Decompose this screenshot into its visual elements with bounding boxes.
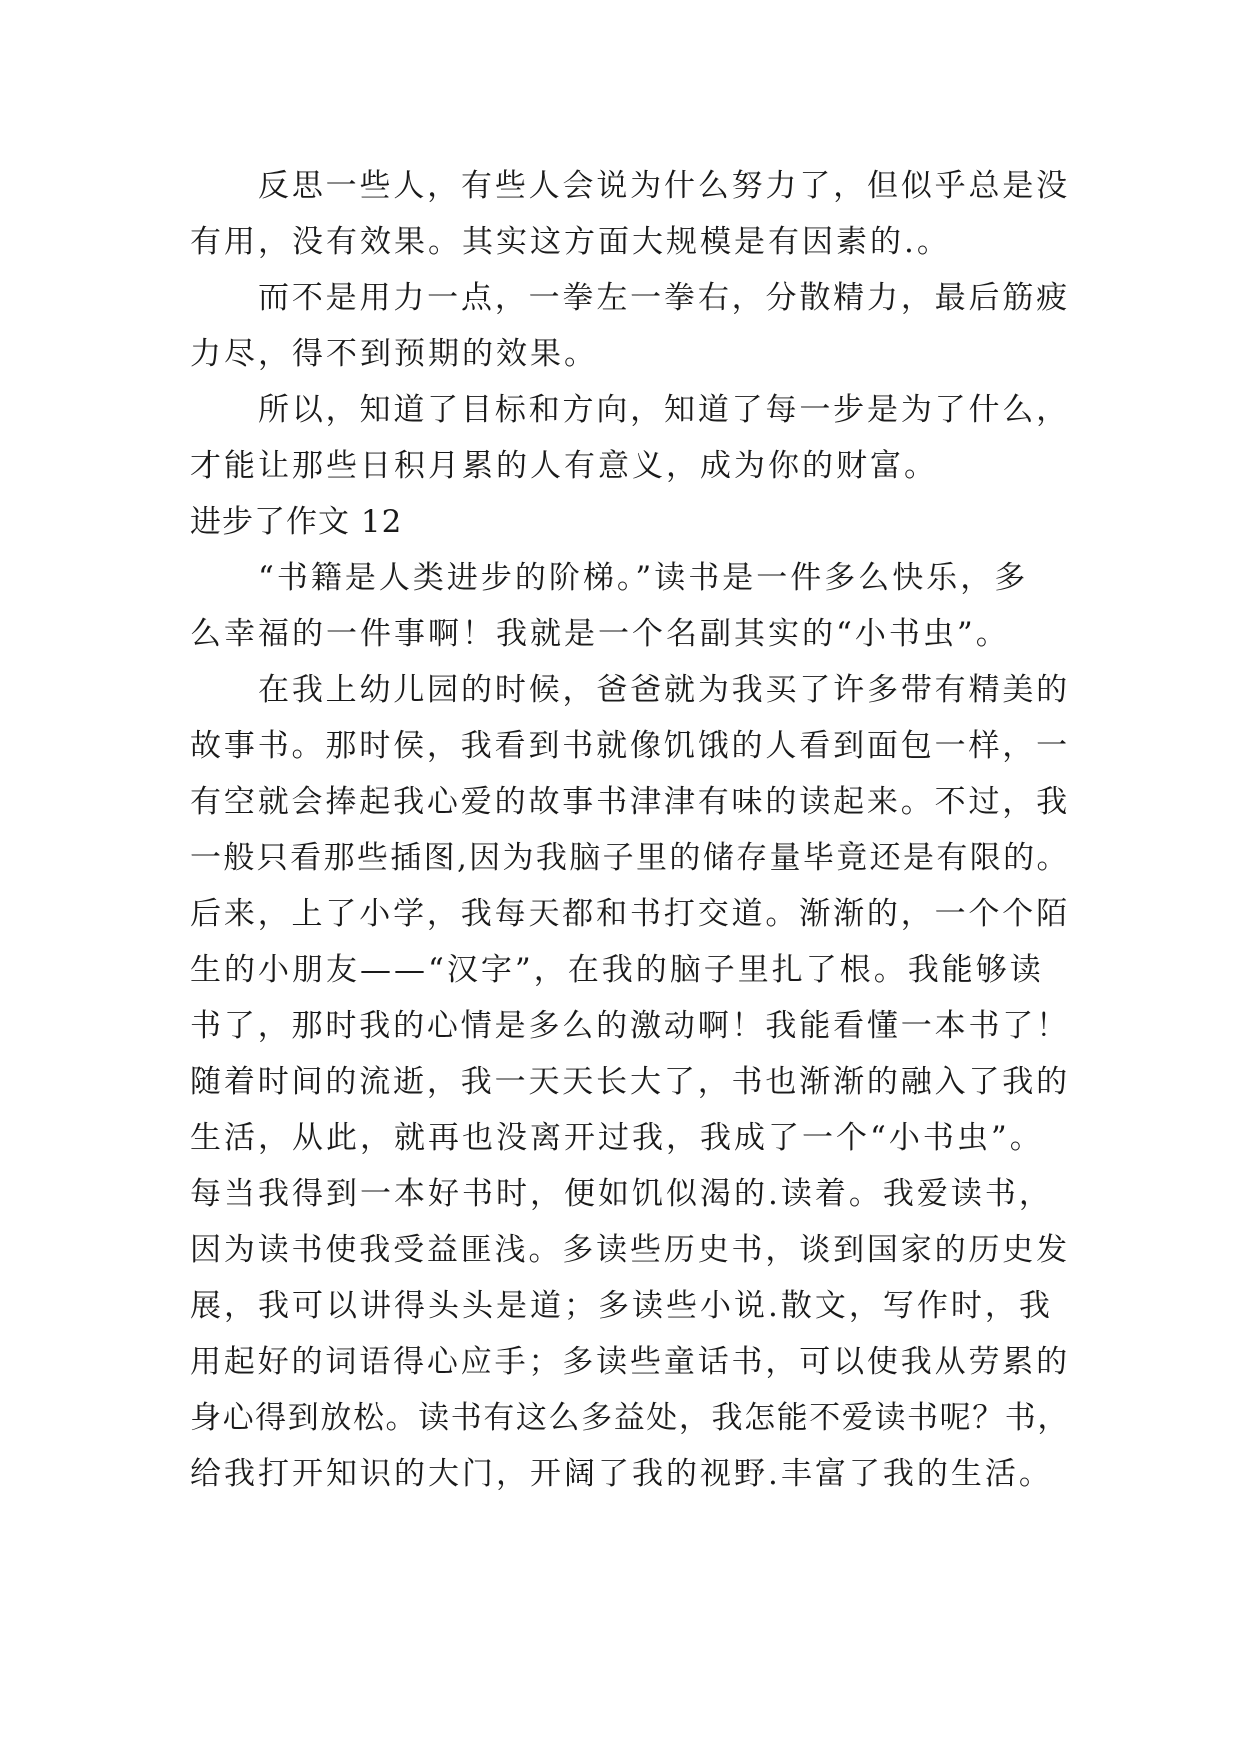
text-line: 用起好的词语得心应手；多读些童话书，可以使我从劳累的 bbox=[190, 1344, 1070, 1380]
text-line: 力尽，得不到预期的效果。 bbox=[190, 336, 598, 372]
text-line: 有空就会捧起我心爱的故事书津津有味的读起来。不过，我 bbox=[190, 784, 1070, 820]
text-line: 一般只看那些插图,因为我脑子里的储存量毕竟还是有限的。 bbox=[190, 840, 1070, 876]
document-body bbox=[190, 158, 1070, 1502]
text-line: 生的小朋友——“汉字”，在我的脑子里扎了根。我能够读 bbox=[190, 952, 1044, 988]
text-line: 么幸福的一件事啊！我就是一个名副其实的“小书虫”。 bbox=[190, 616, 1010, 652]
text-line: 所以，知道了目标和方向，知道了每一步是为了什么， bbox=[258, 392, 1070, 428]
text-line: 每当我得到一本好书时，便如饥似渴的.读着。我爱读书， bbox=[190, 1176, 1053, 1212]
text-line: 书了，那时我的心情是多么的激动啊！我能看懂一本书了！ bbox=[190, 1008, 1070, 1044]
text-line: 身心得到放松。读书有这么多益处，我怎能不爱读书呢？书， bbox=[190, 1400, 1070, 1436]
text-line: 而不是用力一点，一拳左一拳右，分散精力，最后筋疲 bbox=[258, 280, 1070, 316]
text-line: 给我打开知识的大门，开阔了我的视野.丰富了我的生活。 bbox=[190, 1456, 1053, 1492]
text-line: 后来，上了小学，我每天都和书打交道。渐渐的，一个个陌 bbox=[190, 896, 1070, 932]
text-line: 有用，没有效果。其实这方面大规模是有因素的.。 bbox=[190, 224, 951, 260]
text-line: 故事书。那时侯，我看到书就像饥饿的人看到面包一样，一 bbox=[190, 728, 1070, 764]
text-line: 展，我可以讲得头头是道；多读些小说.散文，写作时，我 bbox=[190, 1288, 1053, 1324]
text-line: “书籍是人类进步的阶梯。”读书是一件多么快乐，多 bbox=[258, 560, 1029, 596]
section-heading: 进步了作文 12 bbox=[190, 504, 403, 540]
text-line: 因为读书使我受益匪浅。多读些历史书，谈到国家的历史发 bbox=[190, 1232, 1070, 1268]
text-line: 随着时间的流逝，我一天天长大了，书也渐渐的融入了我的 bbox=[190, 1064, 1070, 1100]
text-line: 生活，从此，就再也没离开过我，我成了一个“小书虫”。 bbox=[190, 1120, 1044, 1156]
text-line: 在我上幼儿园的时候，爸爸就为我买了许多带有精美的 bbox=[258, 672, 1070, 708]
text-line: 才能让那些日积月累的人有意义，成为你的财富。 bbox=[190, 448, 938, 484]
text-line: 反思一些人，有些人会说为什么努力了，但似乎总是没 bbox=[258, 168, 1070, 204]
